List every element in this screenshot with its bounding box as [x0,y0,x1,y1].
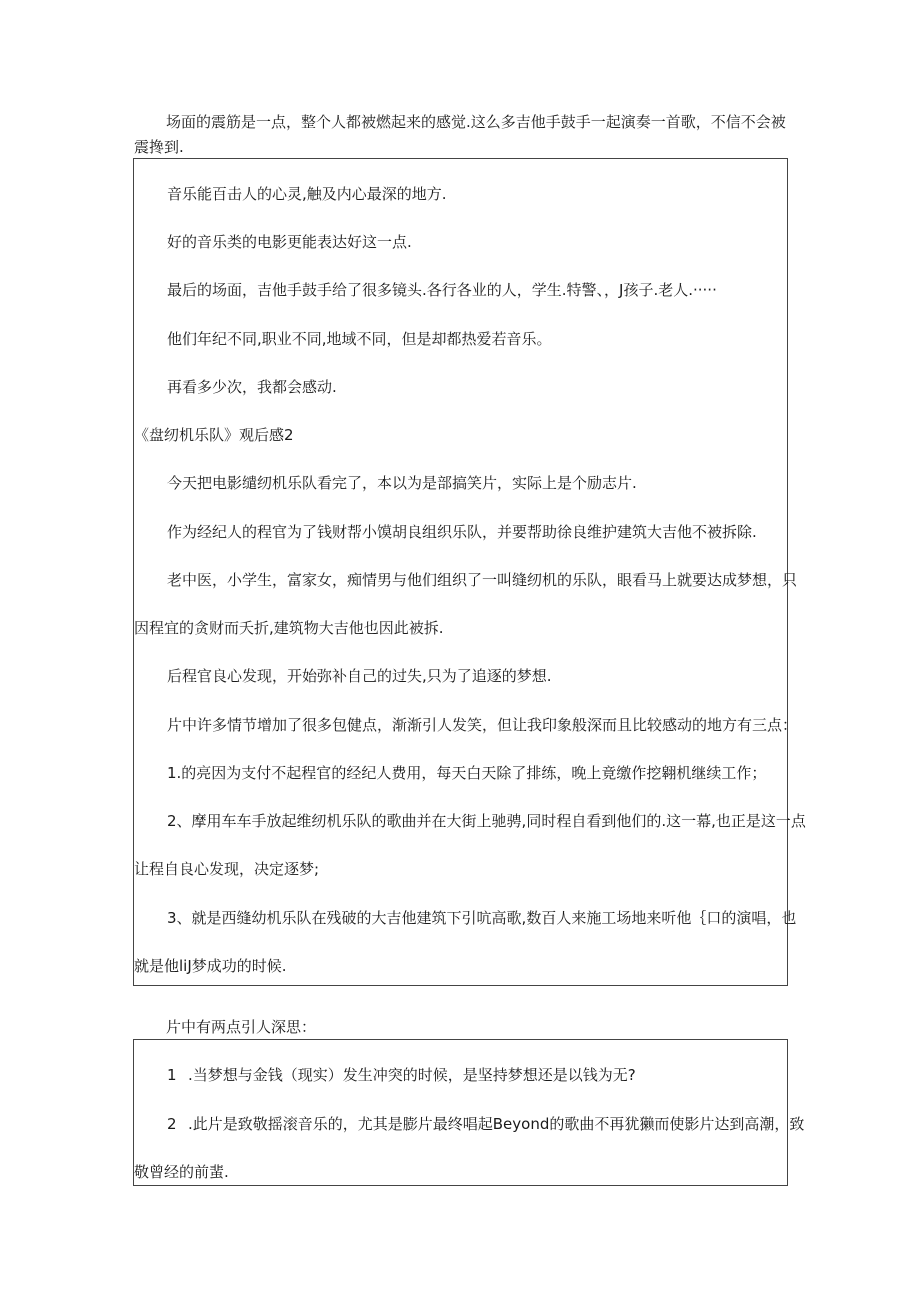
paragraph-all-ages: 他们年纪不同,职业不同,地域不同，但是却都热爱若音乐。 [167,330,552,348]
thoughts-intro: 片中有两点引人深思： [166,1018,317,1036]
intro-line-2: 震搀到. [134,138,184,156]
paragraph-conscience: 后程官良心发现，开始弥补自己的过失,只为了追逐的梦想. [167,667,552,685]
paragraph-three-points: 片中许多情节增加了很多包健点，渐渐引人发笑，但让我印象般深而且比较感动的地方有三点： [167,716,798,734]
thought-2-line-2: 敬曾经的前蜚. [134,1163,229,1181]
point-3-line-1: 3、就是西缝幼机乐队在残破的大吉他建筑下引吭高歌,数百人来施工场地来听他｛口的演唱，也 [167,909,797,927]
review-box-1 [133,158,806,986]
point-2-line-1: 2、摩用车车手放起维纫机乐队的歌曲并在大街上驰骋,同时程自看到他们的.这一幕,也正是这一点 [167,812,806,830]
thought-1-text: .当梦想与金钱（现实）发生冲突的时候，是坚持梦想还是以钱为无? [188,1066,636,1084]
paragraph-music-touch: 音乐能百击人的心灵,触及内心最深的地方. [167,185,447,203]
paragraph-band-line-1: 老中医，小学生，富家女，痴情男与他们组织了一叫缝纫机的乐队，眼看马上就要达成梦想，只 [167,571,798,589]
paragraph-final-scene: 最后的场面，吉他手鼓手给了很多镜头.各行各业的人，学生.特警、，J孩子.老人.····· [167,281,717,299]
point-2-line-2: 让程自良心发现，决定逐梦; [134,860,320,878]
thoughts-box [133,1039,805,1186]
paragraph-watched: 今天把电影缱纫机乐队看完了，本以为是部搞笑片，实际上是个励志片. [167,474,637,492]
section-heading: 《盘纫机乐队》观后感2 [134,426,294,444]
paragraph-moved: 再看多少次，我都会感动. [167,378,337,396]
intro-line-1: 场面的震筋是一点，整个人都被燃起来的感觉.这么多吉他手鼓手一起演奏一首歌，不信不会被 [166,113,786,131]
point-1: 1.的亮因为支付不起程官的经纪人费用，每天白天除了排练，晚上竟缴作挖翱机继续工作； [167,764,767,782]
thought-2-line-1: .此片是致敬摇滚音乐的，尤其是膨片最终唱起Beyond的歌曲不再犹獭而使影片达到高潮，致 [188,1115,805,1133]
paragraph-agent: 作为经纪人的程官为了钱财帮小馍胡良组织乐队，并要帮助徐良维护建筑大吉他不被拆除. [167,523,757,541]
thought-2-number: 2 [167,1115,177,1133]
point-3-line-2: 就是他liJ梦成功的时候. [134,957,287,975]
paragraph-music-film: 好的音乐类的电影更能表达好这一点. [167,233,412,251]
thought-1-number: 1 [167,1066,177,1084]
paragraph-band-line-2: 因程宜的贪财而夭折,建筑物大吉他也因此被拆. [134,619,444,637]
